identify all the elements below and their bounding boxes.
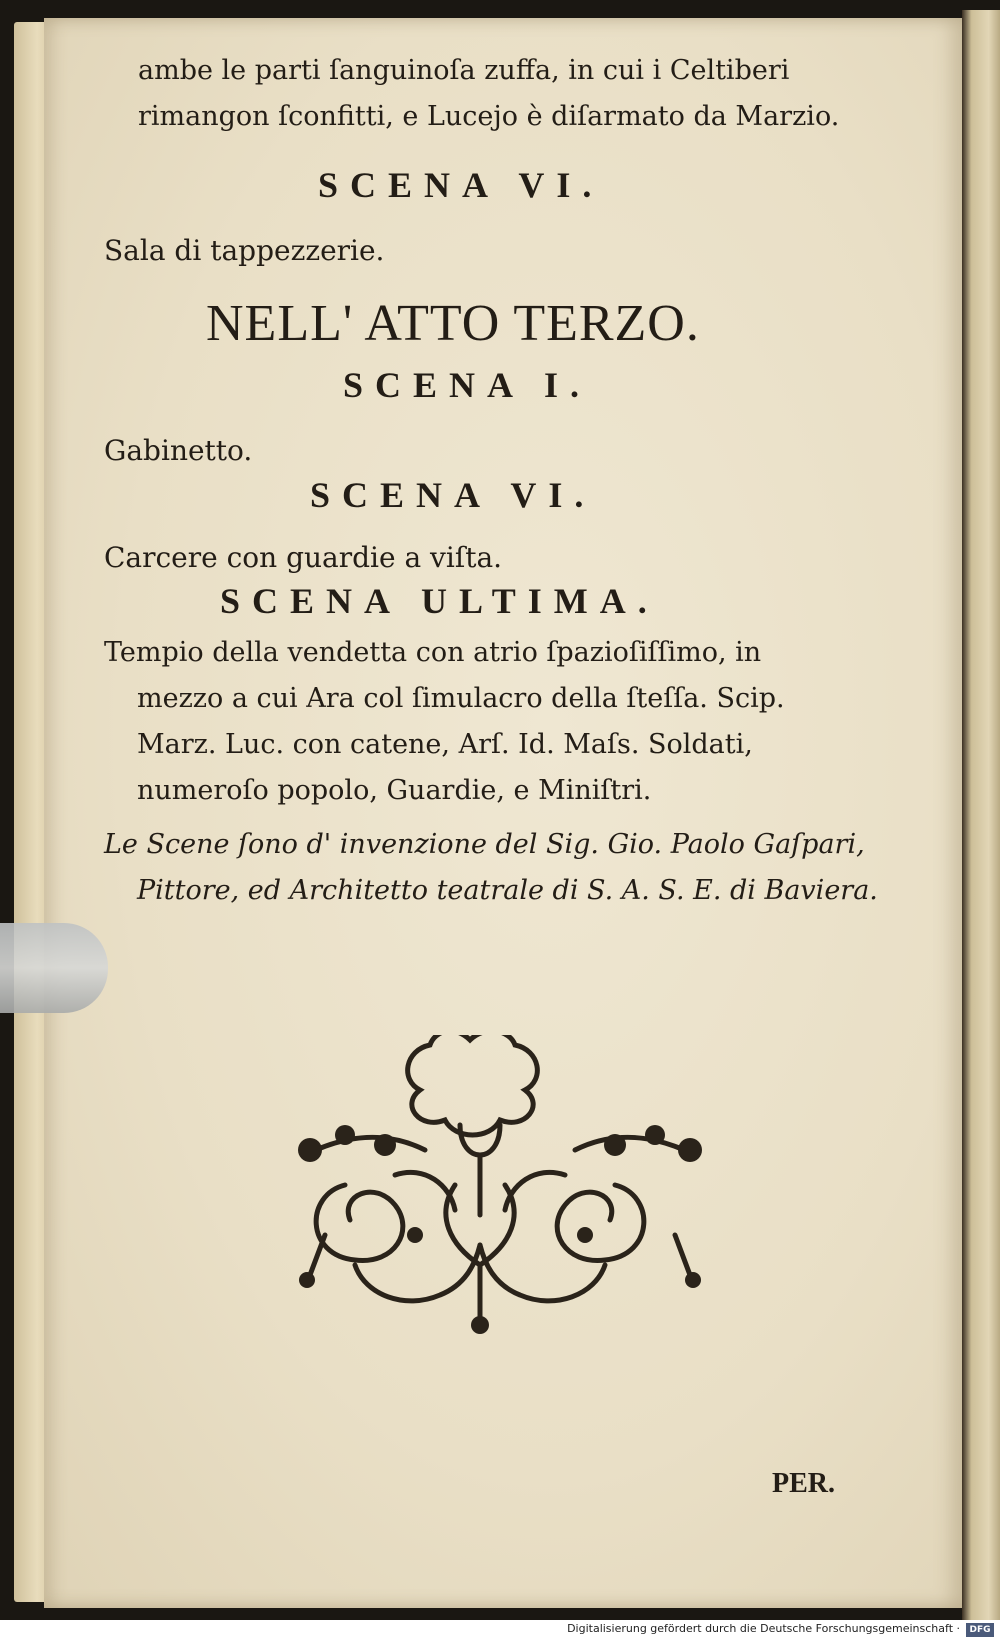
intro-line-2: rimangon ſconfitti, e Lucejo è diſarmato da Marzio. xyxy=(138,101,840,132)
book-spine-strip xyxy=(962,10,1000,1620)
intro-line-1: ambe le parti ſanguinoſa zuffa, in cui i Celtiberi xyxy=(138,55,790,86)
scene-4-line-1: Tempio della vendetta con atrio ſpazioſiſſimo, in xyxy=(104,637,762,668)
scene-4-line-3: Marz. Luc. con catene, Arſ. Id. Maſs. Soldati, xyxy=(137,729,753,760)
scene-place-2: Gabinetto. xyxy=(104,434,253,467)
act-heading: NELL' ATTO TERZO. xyxy=(206,295,700,352)
scene-heading-4: SCENA ULTIMA. xyxy=(220,581,659,621)
credit-line-1: Le Scene ſono d' invenzione del Sig. Gio. Paolo Gaſpari, xyxy=(104,829,865,860)
scene-heading-1: SCENA VI. xyxy=(318,165,604,205)
footer-credit: Digitalisierung gefördert durch die Deutsche Forschungsgemeinschaft · xyxy=(567,1622,960,1635)
credit-line-2: Pittore, ed Architetto teatrale di S. A. S. E. di Baviera. xyxy=(137,875,878,906)
scanner-clamp xyxy=(0,923,108,1013)
scene-4-line-2: mezzo a cui Ara col ſimulacro della ſteſſa. Scip. xyxy=(137,683,785,714)
footer-bar xyxy=(0,1620,1000,1641)
scene-place-3: Carcere con guardie a viſta. xyxy=(104,541,503,574)
floral-vignette-icon xyxy=(285,1035,715,1335)
scene-heading-2: SCENA I. xyxy=(343,365,592,405)
scene-place-1: Sala di tappezzerie. xyxy=(104,234,385,267)
scene-4-line-4: numeroſo popolo, Guardie, e Miniſtri. xyxy=(137,775,652,806)
dfg-logo: DFG xyxy=(966,1623,994,1637)
scene-heading-3: SCENA VI. xyxy=(310,475,596,515)
catchword: PER. xyxy=(772,1468,835,1499)
